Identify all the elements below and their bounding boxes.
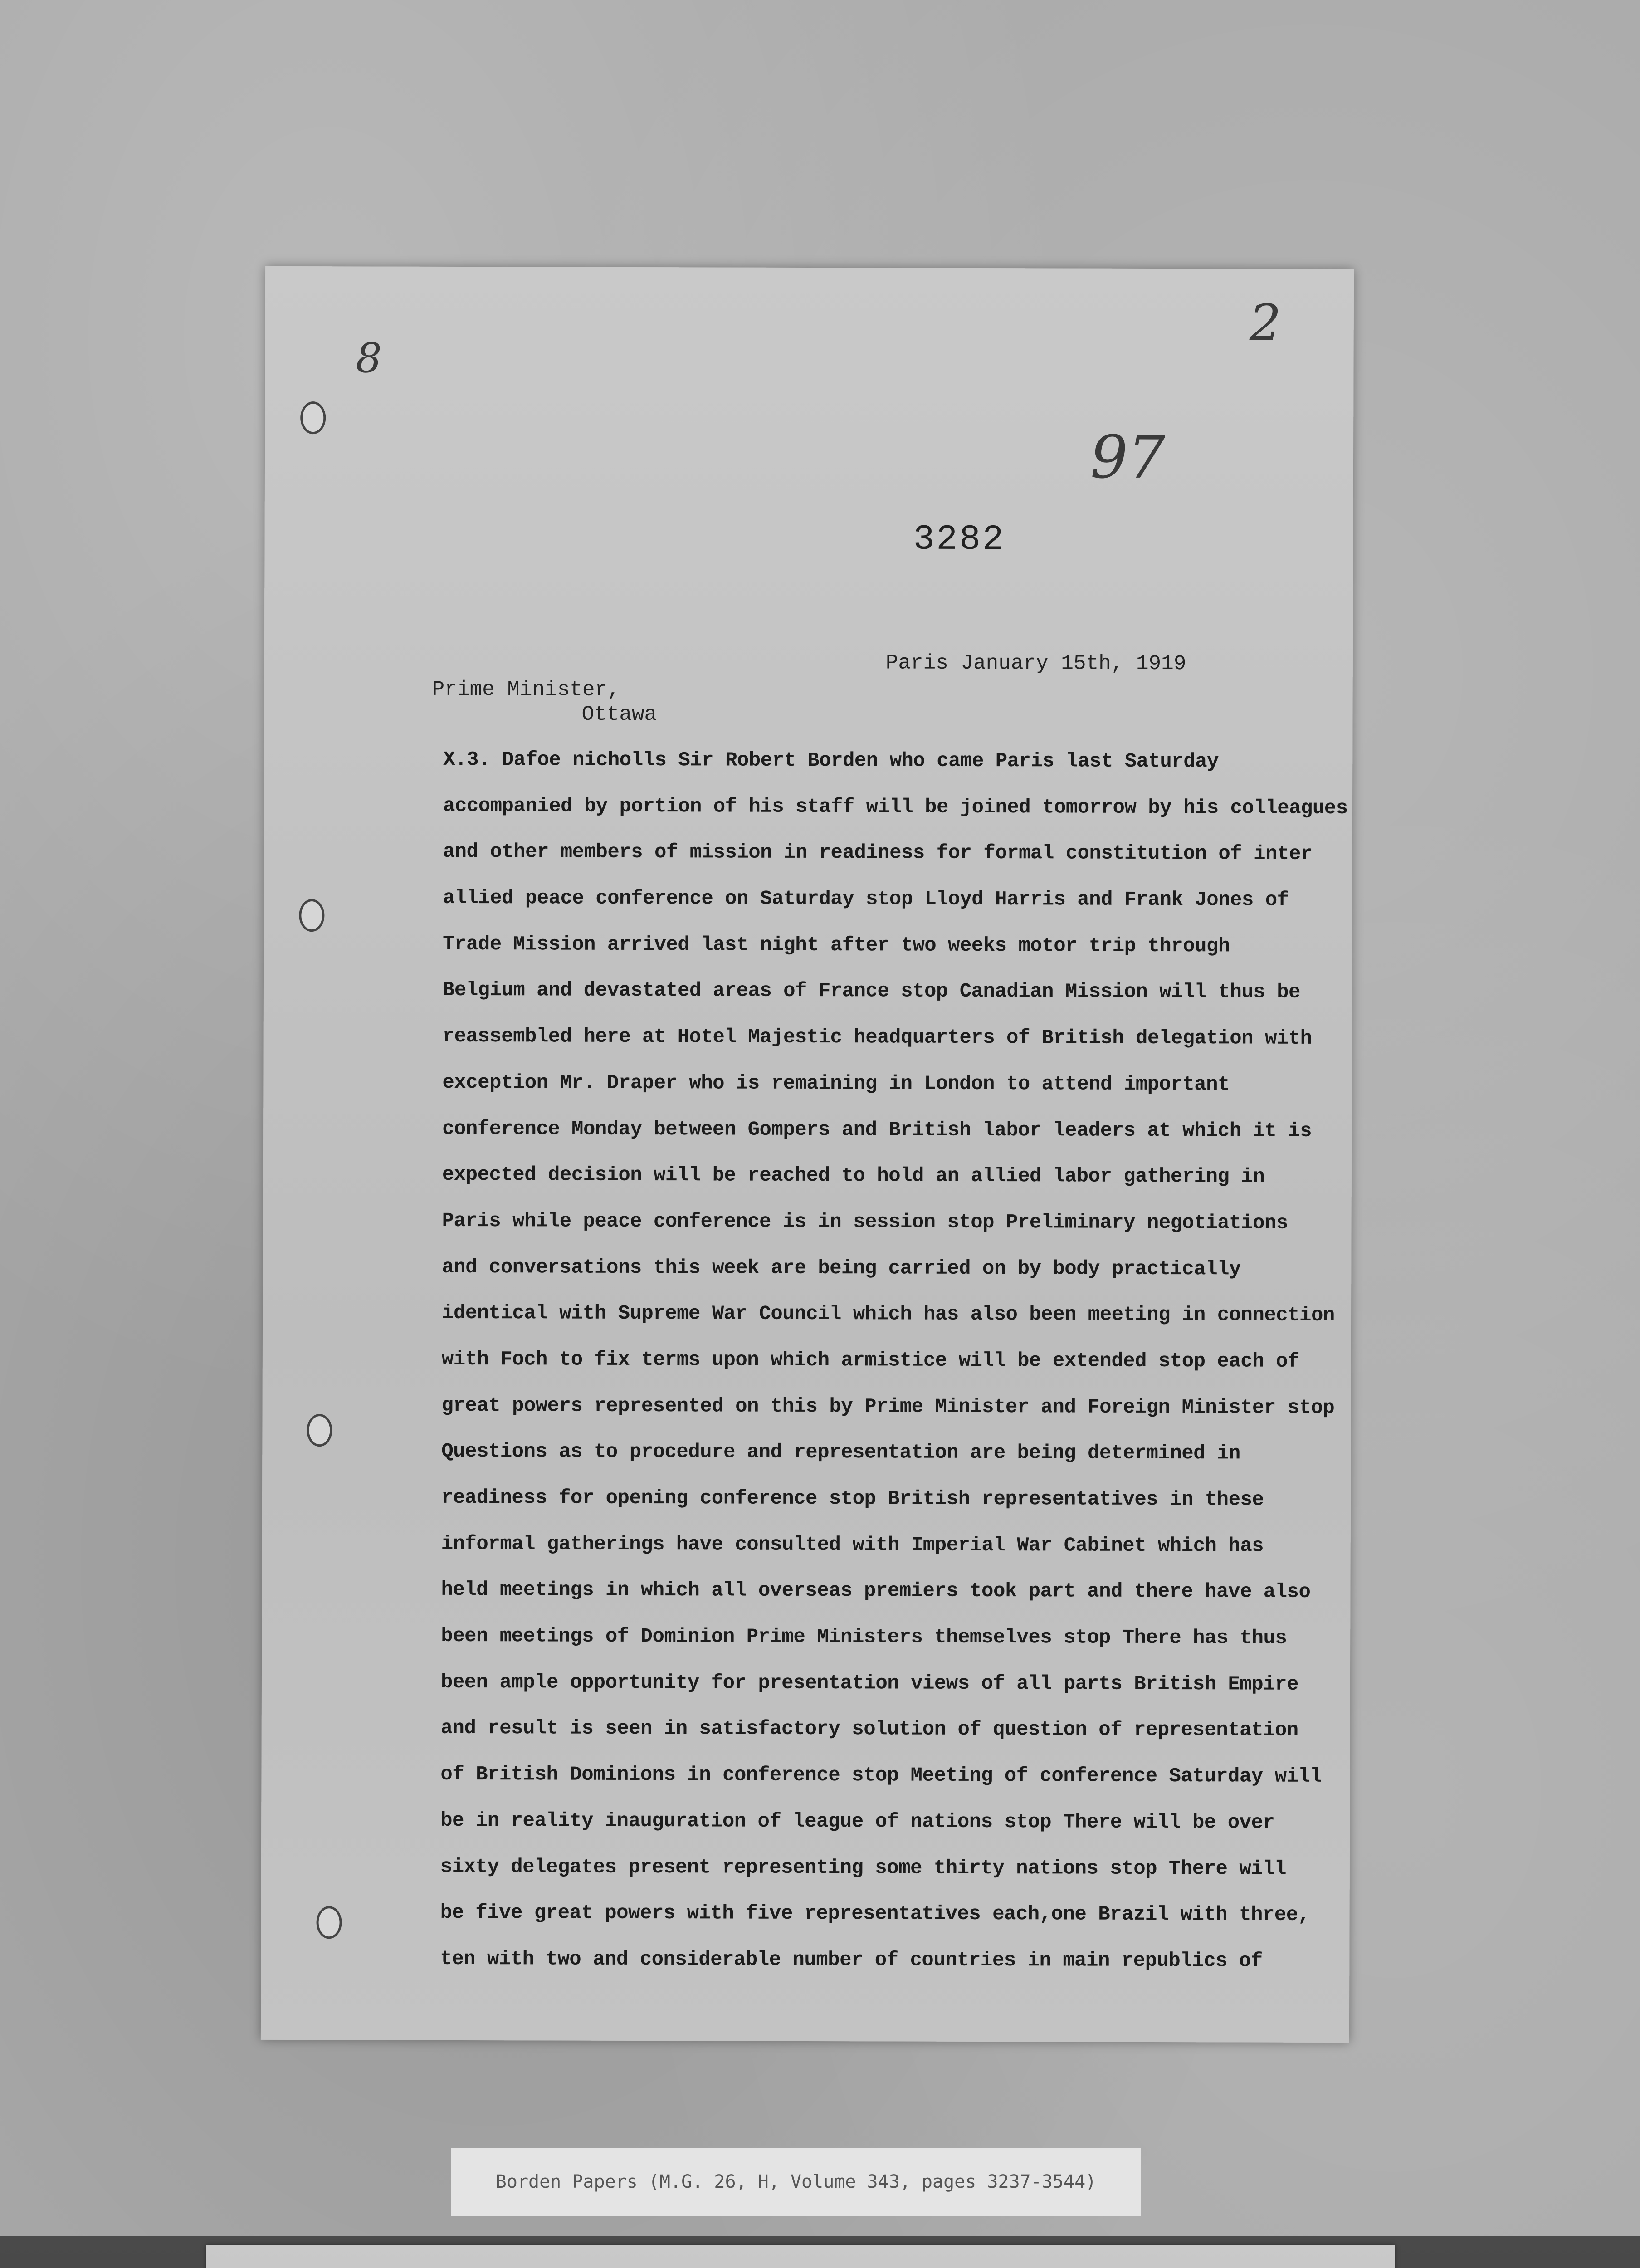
punch-hole <box>300 401 326 434</box>
body-line: and other members of mission in readiness for formal constitution of inter <box>443 841 1313 866</box>
body-line: reassembled here at Hotel Majestic headquarters of British delegation with <box>442 1025 1312 1051</box>
body-line: identical with Supreme War Council which has also been meeting in connection <box>442 1302 1335 1327</box>
pencil-mark-top-right: 2 <box>1249 293 1281 352</box>
punch-hole <box>316 1906 342 1939</box>
body-line: Trade Mission arrived last night after two weeks motor trip through <box>443 933 1230 958</box>
body-line: sixty delegates present representing some thirty nations stop There will <box>440 1855 1287 1881</box>
body-line: held meetings in which all overseas premiers took part and there have also <box>441 1579 1311 1604</box>
body-line: accompanied by portion of his staff will be joined tomorrow by his colleagues <box>443 794 1348 820</box>
pencil-number: 97 <box>1090 422 1166 492</box>
typed-letter-page <box>261 266 1354 2043</box>
archives-label-card <box>206 2245 1395 2268</box>
dateline: Paris January 15th, 1919 <box>885 651 1186 676</box>
body-line: and conversations this week are being carried on by body practically <box>442 1256 1241 1281</box>
collection-caption: Borden Papers (M.G. 26, H, Volume 343, pages 3237-3544) <box>451 2148 1141 2216</box>
body-line: X.3. Dafoe nicholls Sir Robert Borden who came Paris last Saturday <box>443 748 1219 773</box>
body-line: readiness for opening conference stop British representatives in these <box>441 1486 1264 1511</box>
folio-number: 3282 <box>913 519 1005 560</box>
body-line: Belgium and devastated areas of France stop Canadian Mission will thus be <box>442 979 1301 1004</box>
addressee <box>432 677 657 727</box>
body-line: allied peace conference on Saturday stop Lloyd Harris and Frank Jones of <box>443 886 1289 912</box>
body-line: been ample opportunity for presentation views of all parts British Empire <box>440 1671 1299 1696</box>
body-line: expected decision will be reached to hold an allied labor gathering in <box>442 1163 1265 1188</box>
body-line: ten with two and considerable number of countries in main republics of <box>440 1947 1263 1973</box>
punch-hole <box>299 899 324 932</box>
addressee-city: Ottawa <box>581 702 657 727</box>
body-line: Paris while peace conference is in session stop Preliminary negotiations <box>442 1209 1288 1235</box>
body-line: great powers represented on this by Prime Minister and Foreign Minister stop <box>441 1394 1335 1419</box>
body-line: exception Mr. Draper who is remaining in London to attend important <box>442 1071 1230 1096</box>
body-line: and result is seen in satisfactory solution of question of representation <box>440 1717 1298 1742</box>
body-line: be five great powers with five representatives each,one Brazil with three, <box>440 1901 1310 1927</box>
addressee-title: Prime Minister, <box>432 677 620 702</box>
body-line: with Foch to fix terms upon which armistice will be extended stop each of <box>441 1348 1299 1373</box>
letter-body <box>440 748 1346 1996</box>
body-line: of British Dominions in conference stop Meeting of conference Saturday will <box>440 1763 1322 1789</box>
pencil-mark-top-left: 8 <box>356 334 382 382</box>
body-line: been meetings of Dominion Prime Ministers themselves stop There has thus <box>441 1624 1287 1650</box>
body-line: informal gatherings have consulted with Imperial War Cabinet which has <box>441 1532 1264 1558</box>
punch-hole <box>307 1414 332 1447</box>
body-line: be in reality inauguration of league of nations stop There will be over <box>440 1809 1275 1834</box>
body-line: conference Monday between Gompers and British labor leaders at which it is <box>442 1117 1312 1143</box>
body-line: Questions as to procedure and representation are being determined in <box>441 1440 1240 1465</box>
